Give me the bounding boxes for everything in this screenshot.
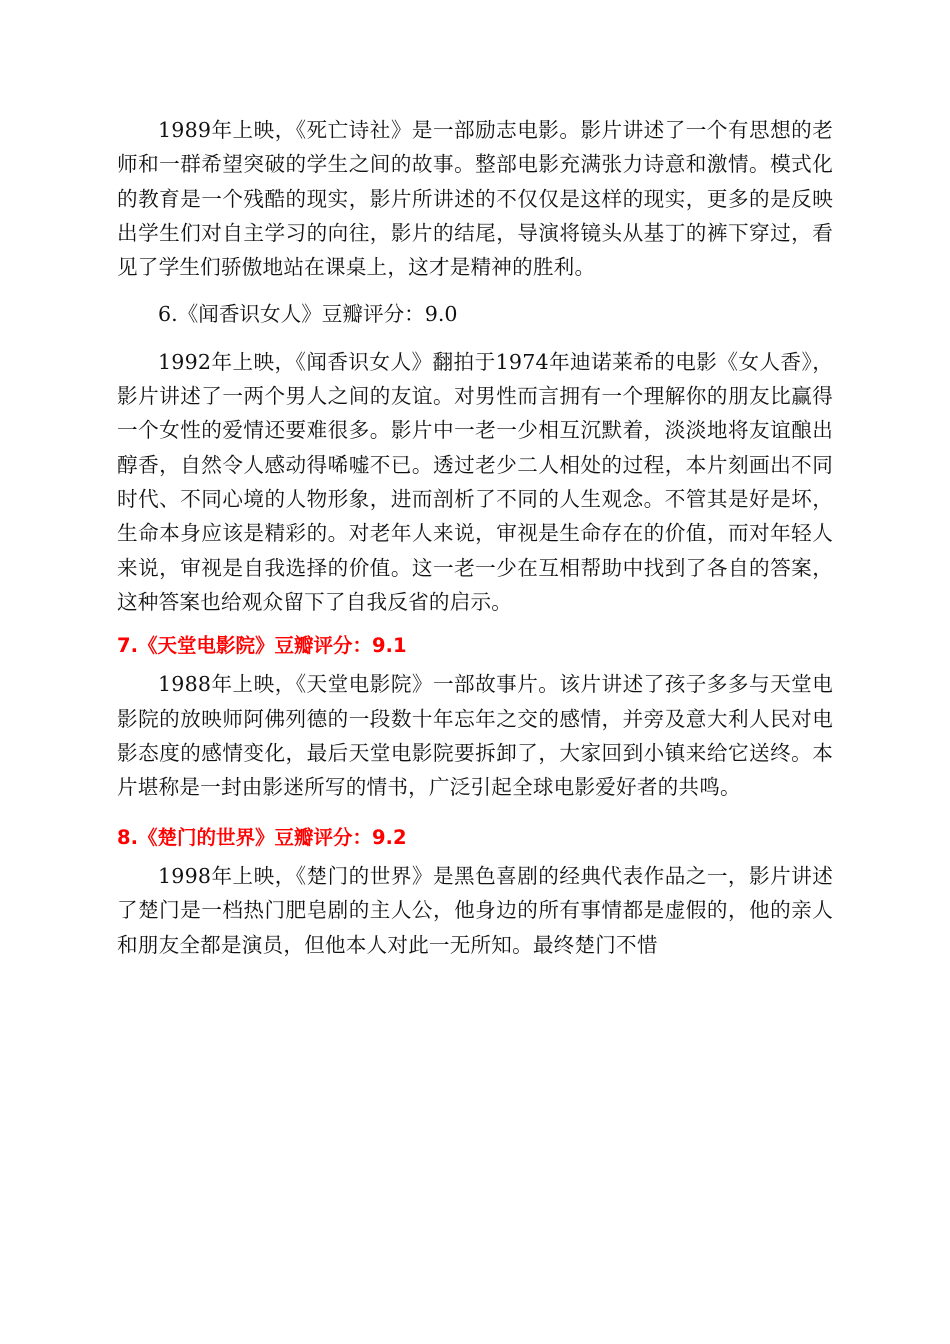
heading-truman-show: 8.《楚门的世界》豆瓣评分：9.2 [117, 825, 407, 849]
paragraph-truman-show: 1998年上映，《楚门的世界》是黑色喜剧的经典代表作品之一，影片讲述了楚门是一档热门肥皂剧的主人公，他身边的所有事情都是虚假的，他的亲人和朋友全都是演员，但他本人对此一无所知。最终楚门不惜 [117, 863, 833, 957]
subheading-scent-of-a-woman: 6.《闻香识女人》豆瓣评分：9.0 [158, 302, 458, 327]
paragraph-scent-of-a-woman: 1992年上映，《闻香识女人》翻拍于1974年迪诺莱希的电影《女人香》，影片讲述了一两个男人之间的友谊。对男性而言拥有一个理解你的朋友比赢得一个女性的爱情还要难很多。影片中一老一少相互沉默着，淡淡地将友谊酿出醇香，自然令人感动得唏嘘不已。透过老少二人相处的过程，本片刻画出不同时代、不同心境的人物形象，进而剖析了不同的人生观念。不管其是好是坏，生命本身应该是精彩的。对老年人来说，审视是生命存在的价值，而对年轻人来说，审视是自我选择的价值。这一老一少在互相帮助中找到了各自的答案，这种答案也给观众留下了自我反省的启示。 [117, 349, 833, 614]
document-body [117, 113, 833, 962]
paragraph-cinema-paradiso: 1988年上映，《天堂电影院》一部故事片。该片讲述了孩子多多与天堂电影院的放映师阿佛列德的一段数十年忘年之交的感情，并旁及意大利人民对电影态度的感情变化，最后天堂电影院要拆卸了，大家回到小镇来给它送终。本片堪称是一封由影迷所写的情书，广泛引起全球电影爱好者的共鸣。 [117, 672, 833, 800]
paragraph-dead-poets-society: 1989年上映，《死亡诗社》是一部励志电影。影片讲述了一个有思想的老师和一群希望突破的学生之间的故事。整部电影充满张力诗意和激情。模式化的教育是一个残酷的现实，影片所讲述的不仅仅是这样的现实，更多的是反映出学生们对自主学习的向往，影片的结尾，导演将镜头从基丁的裤下穿过，看见了学生们骄傲地站在课桌上，这才是精神的胜利。 [117, 118, 833, 280]
heading-cinema-paradiso: 7.《天堂电影院》豆瓣评分：9.1 [117, 634, 407, 658]
